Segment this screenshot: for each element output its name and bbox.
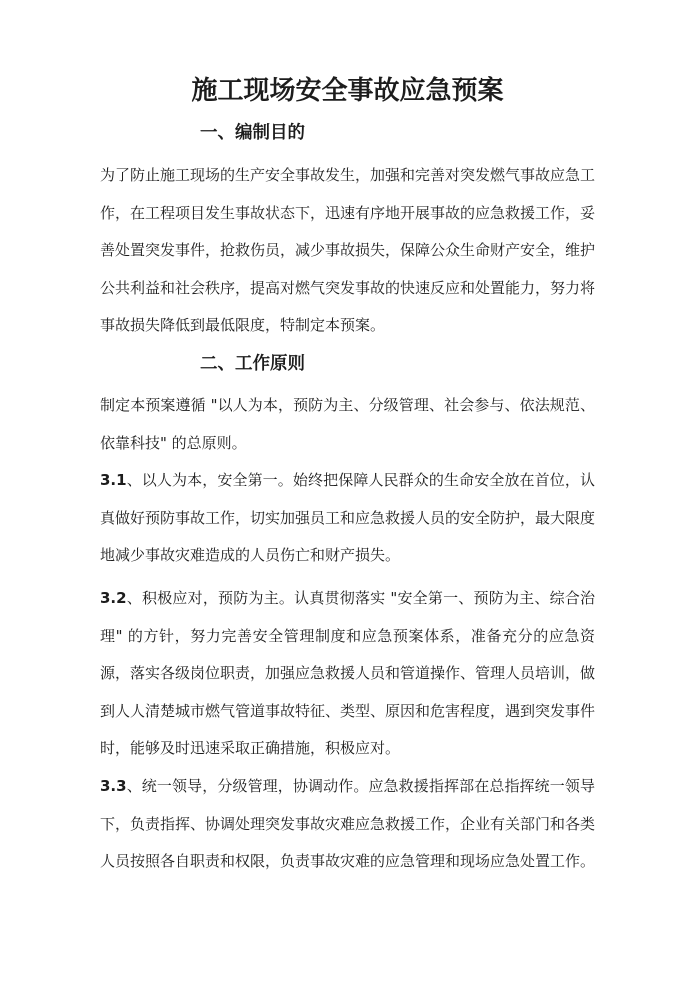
paragraph-purpose [100,157,595,345]
document-title: 施工现场安全事故应急预案 [191,76,504,106]
paragraph-text: 为了防止施工现场的生产安全事故发生，加强和完善对突发燃气事故应急工作，在工程项目发生事故状态下，迅速有序地开展事故的应急救援工作，妥善处置突发事件，抢救伤员，减少事故损失，保障公众生命财产安全，维护公共利益和社会秩序，提高对燃气突发事故的快速反应和处置能力，努力将事故损失降低到最低限度，特制定本预案。 [100,166,596,335]
paragraph-3-2 [100,580,595,768]
paragraph-3-1 [100,462,595,575]
paragraph-3-3 [100,768,595,881]
paragraph-principles-intro [100,387,595,462]
section-2-heading: 二、工作原则 [200,353,305,374]
paragraph-text: 、以人为本，安全第一。始终把保障人民群众的生命安全放在首位，认真做好预防事故工作，切实加强员工和应急救援人员的安全防护，最大限度地减少事故灾难造成的人员伤亡和财产损失。 [100,471,596,565]
section-1-heading: 一、编制目的 [200,123,305,143]
paragraph-text: 、积极应对，预防为主。认真贯彻落实 "安全第一、预防为主、综合治理" 的方针，努力完善安全管理制度和应急预案体系，准备充分的应急资源，落实各级岗位职责，加强应急救援人员和管道操作、管理人员培训，做到人人清楚城市燃气管道事故特征、类型、原因和危害程度，遇到突发事件时，能够及时迅速采取正确措施，积极应对。 [100,588,596,758]
paragraph-text: 、统一领导，分级管理，协调动作。应急救援指挥部在总指挥统一领导下，负责指挥、协调处理突发事故灾难应急救援工作，企业有关部门和各类人员按照各自职责和权限，负责事故灾难的应急管理和现场应急处置工作。 [100,776,596,871]
paragraph-number: 3.1 [100,471,127,490]
paragraph-text: 制定本预案遵循 "以人为本，预防为主、分级管理、社会参与、依法规范、依靠科技" 的总原则。 [100,395,595,452]
paragraph-number: 3.3 [100,776,127,795]
paragraph-number: 3.2 [100,588,127,607]
